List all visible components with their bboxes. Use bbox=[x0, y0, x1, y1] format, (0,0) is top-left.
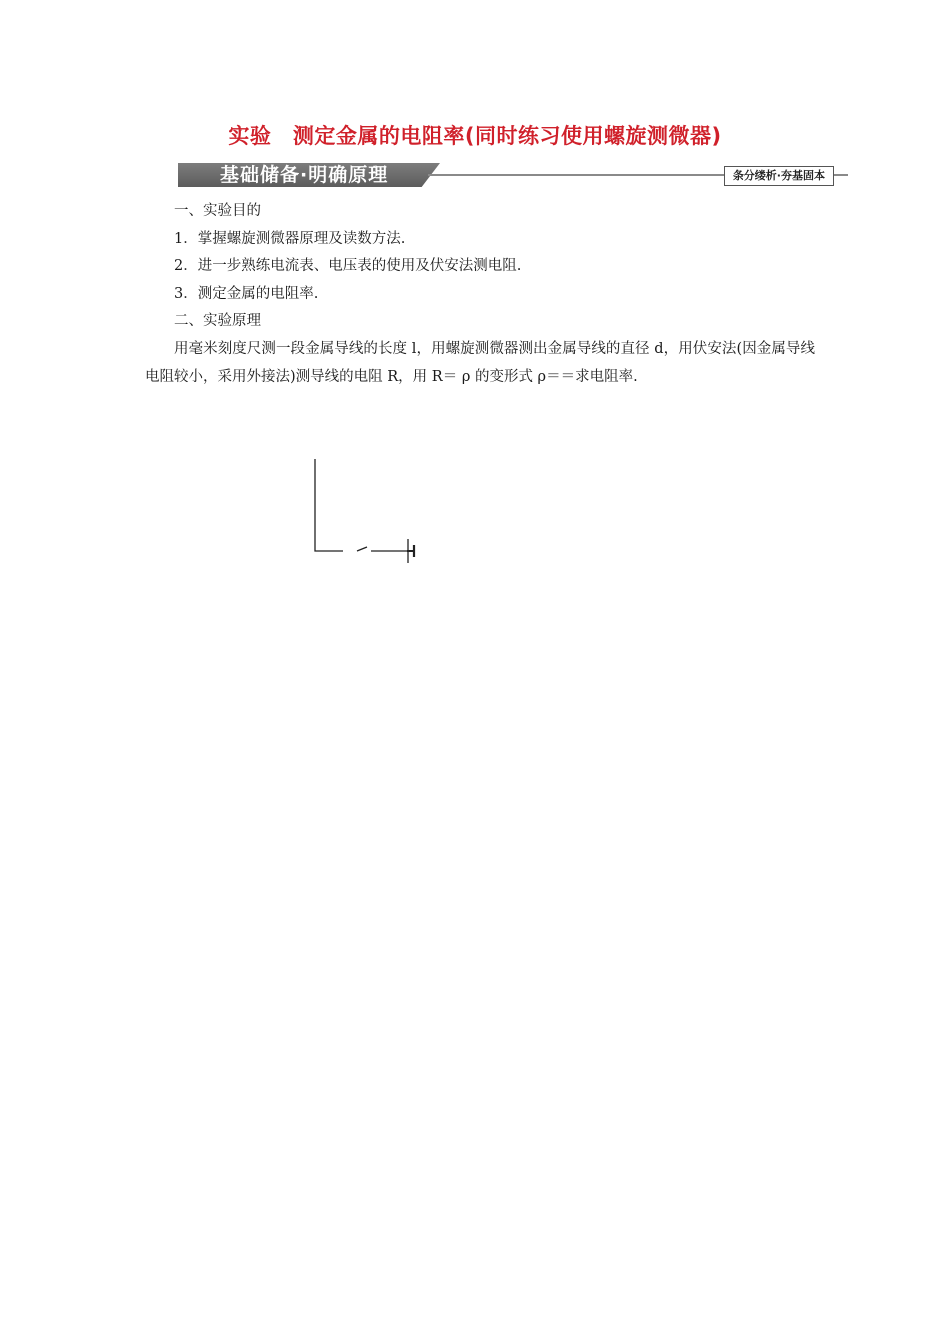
document-body bbox=[145, 198, 815, 621]
circuit-diagrams bbox=[145, 399, 815, 617]
banner-tag: 条分缕析·夯基固本 bbox=[724, 166, 834, 186]
heading-purpose: 一、实验目的 bbox=[174, 203, 261, 219]
principle-figure bbox=[145, 399, 815, 617]
purpose-item-1: 1．掌握螺旋测微器原理及读数方法. bbox=[174, 230, 406, 247]
purpose-item-2: 2．进一步熟练电流表、电压表的使用及伏安法测电阻. bbox=[174, 258, 522, 275]
principle-paragraph: 用毫米刻度尺测一段金属导线的长度 l，用螺旋测微器测出金属导线的直径 d，用伏安法(因金属导线电阻较小，采用外接法)测导线的电阻 R，用 R＝ ρ 的变形式 ρ＝＝求电阻率. bbox=[145, 340, 815, 385]
page-title: 实验 测定金属的电阻率(同时练习使用螺旋测微器) bbox=[228, 124, 722, 148]
heading-principle: 二、实验原理 bbox=[174, 313, 261, 330]
purpose-item-3: 3．测定金属的电阻率. bbox=[174, 285, 319, 302]
section-banner bbox=[178, 163, 848, 187]
banner-heading: 基础储备·明确原理 bbox=[220, 164, 389, 186]
